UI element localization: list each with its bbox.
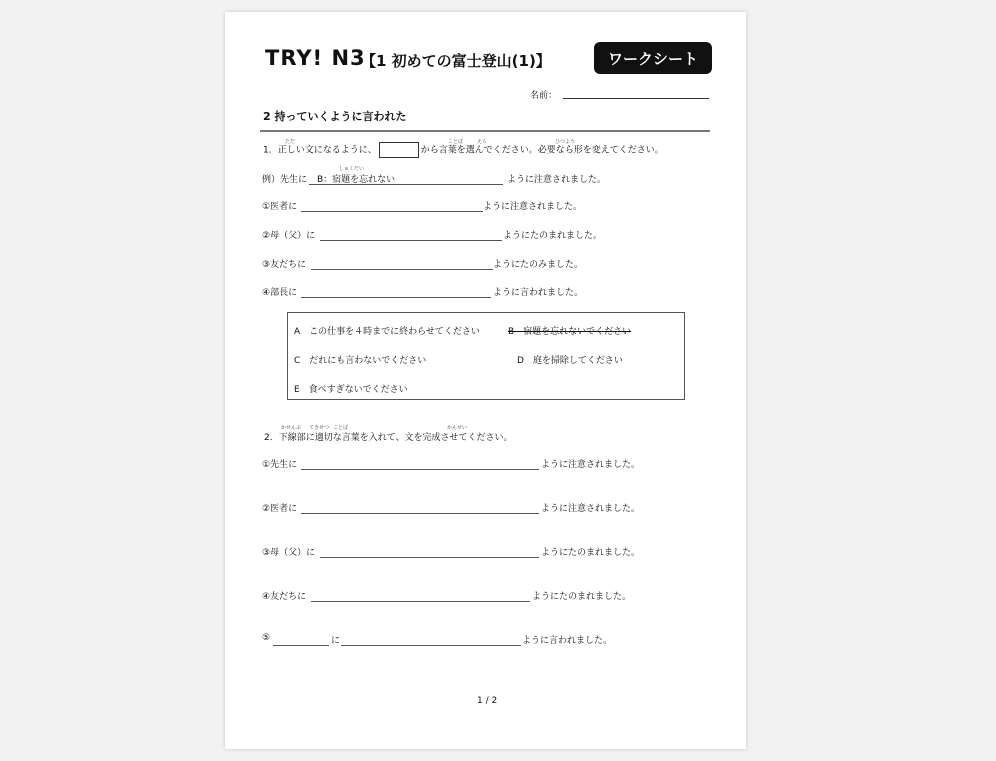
q1-example-suffix: ように注意されました。: [507, 175, 607, 185]
choices-box: [287, 312, 685, 400]
choice-d: D 庭を掃除してください: [517, 356, 623, 366]
choice-c: C だれにも言わないでください: [294, 356, 427, 366]
q2-item-5-person-line[interactable]: [273, 645, 329, 646]
q1-item-4-suffix: ように言われました。: [493, 288, 584, 298]
q2-item-2-answer-line[interactable]: [301, 513, 539, 514]
ruby-tekisetsu: てきせつ: [309, 425, 330, 431]
q2-item-2-prefix: ②医者に: [262, 504, 298, 514]
q2-item-5-suffix: ように言われました。: [522, 636, 613, 646]
worksheet-title: 【1 初めての富士登山(1)】: [361, 52, 551, 70]
q2-item-5-mid: に: [331, 636, 341, 646]
ruby-kotoba-2: ことば: [333, 425, 349, 431]
q2-item-3-prefix: ③母（父）に: [262, 548, 316, 558]
q1-item-1-suffix: ように注意されました。: [483, 202, 583, 212]
ruby-kansei: かんせい: [447, 425, 468, 431]
q2-item-1-suffix: ように注意されました。: [541, 460, 641, 470]
worksheet-badge: ワークシート: [594, 42, 712, 74]
q2-item-1-prefix: ①先生に: [262, 460, 298, 470]
worksheet-page: [225, 12, 746, 749]
choice-b: B 宿題を忘れないでください: [508, 327, 632, 337]
q1-item-2-suffix: ようにたのまれました。: [503, 231, 603, 241]
q2-item-3-answer-line[interactable]: [320, 557, 539, 558]
section-divider: [260, 130, 710, 132]
q1-item-3-prefix: ③友だちに: [262, 260, 307, 270]
q1-example-answer: B：宿題を忘れない: [317, 175, 396, 185]
q1-blank-box: [379, 142, 419, 158]
ruby-kasenbu: かせんぶ: [281, 425, 302, 431]
q1-item-4-prefix: ④部長に: [262, 288, 298, 298]
q1-item-2-prefix: ②母（父）に: [262, 231, 316, 241]
choice-a: A この仕事を４時までに終わらせてください: [294, 327, 480, 337]
choice-e: E 食べすぎないでください: [294, 385, 408, 395]
section-title: 2 持っていくように言われた: [263, 110, 407, 123]
ruby-hitsuyou: ひつよう: [555, 139, 576, 145]
ruby-shukudai: しゅくだい: [339, 166, 365, 172]
q2-item-4-answer-line[interactable]: [311, 601, 530, 602]
ruby-kotoba: ことば: [448, 139, 464, 145]
name-label: 名前：: [530, 91, 558, 101]
q1-item-4-answer-line[interactable]: [301, 297, 491, 298]
ruby-tadashii: ただ: [285, 139, 296, 145]
ruby-erabu: えら: [477, 139, 488, 145]
q1-item-2-answer-line[interactable]: [320, 240, 502, 241]
q1-item-3-suffix: ようにたのみました。: [493, 260, 584, 270]
q2-item-5-answer-line[interactable]: [341, 645, 521, 646]
q1-instruction-b: から言葉を選んでください。必要なら形を変えてください。: [420, 145, 664, 156]
q2-item-1-answer-line[interactable]: [301, 469, 539, 470]
q2-item-2-suffix: ように注意されました。: [541, 504, 641, 514]
q1-item-3-answer-line[interactable]: [311, 269, 493, 270]
q1-item-1-answer-line[interactable]: [301, 211, 483, 212]
q1-item-1-prefix: ①医者に: [262, 202, 298, 212]
name-field-line[interactable]: [563, 98, 709, 99]
q1-example-underline: [309, 184, 503, 185]
q1-instruction: [263, 142, 664, 158]
q1-example-prefix: 例）先生に: [262, 175, 308, 185]
q1-instruction-a: 1．正しい文になるように、: [263, 145, 377, 156]
q2-item-4-suffix: ようにたのまれました。: [532, 592, 632, 602]
q2-item-5-prefix: ⑤: [262, 633, 271, 643]
q2-item-3-suffix: ようにたのまれました。: [541, 548, 641, 558]
page-number: 1 / 2: [477, 696, 498, 706]
q2-item-4-prefix: ④友だちに: [262, 592, 307, 602]
logo: TRY! N3: [265, 46, 366, 70]
q2-instruction: 2．下線部に適切な言葉を入れて、文を完成させてください。: [264, 433, 513, 443]
